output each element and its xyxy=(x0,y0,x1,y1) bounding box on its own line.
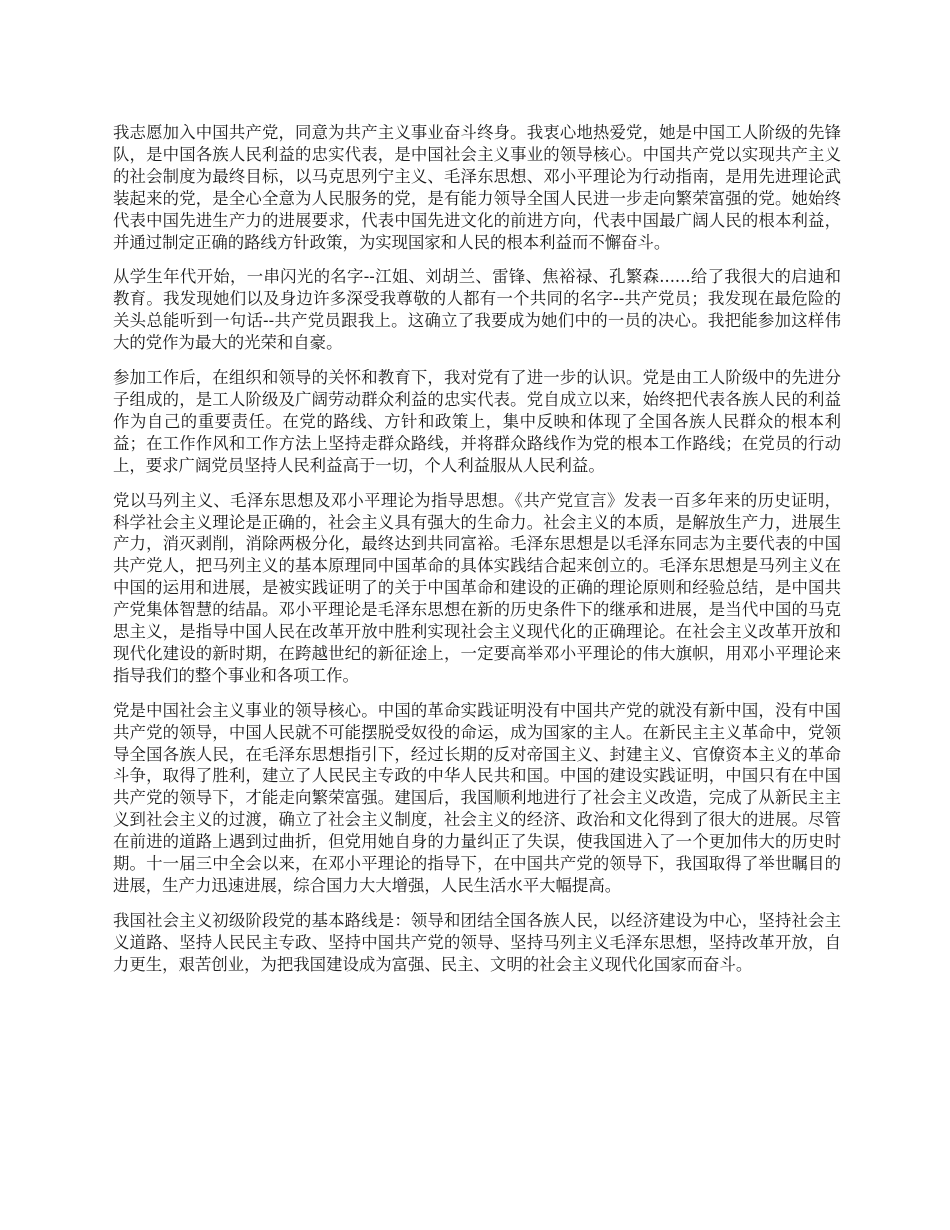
paragraph-3: 参加工作后，在组织和领导的关怀和教育下，我对党有了进一步的认识。党是由工人阶级中的先进分子组成的，是工人阶级及广阔劳动群众利益的忠实代表。党自成立以来，始终把代表各族人民的利益作为自己的重要责任。在党的路线、方针和政策上，集中反映和体现了全国各族人民群众的根本利益；在工作作风和工作方法上坚持走群众路线，并将群众路线作为党的根本工作路线；在党员的行动上，要求广阔党员坚持人民利益高于一切，个人利益服从人民利益。 xyxy=(113,368,841,475)
paragraph-4: 党以马列主义、毛泽东思想及邓小平理论为指导思想。《共产党宣言》发表一百多年来的历史证明，科学社会主义理论是正确的，社会主义具有强大的生命力。社会主义的本质，是解放生产力，进展生产力，消灭剥削，消除两极分化，最终达到共同富裕。毛泽东思想是以毛泽东同志为主要代表的中国共产党人，把马列主义的基本原理同中国革命的具体实践结合起来创立的。毛泽东思想是马列主义在中国的运用和进展，是被实践证明了的关于中国革命和建设的正确的理论原则和经验总结，是中国共产党集体智慧的结晶。邓小平理论是毛泽东思想在新的历史条件下的继承和进展，是当代中国的马克思主义，是指导中国人民在改革开放中胜利实现社会主义现代化的正确理论。在社会主义改革开放和现代化建设的新时期，在跨越世纪的新征途上，一定要高举邓小平理论的伟大旗帜，用邓小平理论来指导我们的整个事业和各项工作。 xyxy=(113,490,841,685)
paragraph-6: 我国社会主义初级阶段党的基本路线是：领导和团结全国各族人民，以经济建设为中心，坚持社会主义道路、坚持人民民主专政、坚持中国共产党的领导、坚持马列主义毛泽东思想，坚持改革开放，自力更生，艰苦创业，为把我国建设成为富强、民主、文明的社会主义现代化国家而奋斗。 xyxy=(113,910,841,974)
paragraph-5: 党是中国社会主义事业的领导核心。中国的革命实践证明没有中国共产党的就没有新中国，没有中国共产党的领导，中国人民就不可能摆脱受奴役的命运，成为国家的主人。在新民主主义革命中，党领导全国各族人民，在毛泽东思想指引下，经过长期的反对帝国主义、封建主义、官僚资本主义的革命斗争，取得了胜利，建立了人民民主专政的中华人民共和国。中国的建设实践证明，中国只有在中国共产党的领导下，才能走向繁荣富强。建国后，我国顺利地进行了社会主义改造，完成了从新民主主义到社会主义的过渡，确立了社会主义制度，社会主义的经济、政治和文化得到了很大的进展。尽管在前进的道路上遇到过曲折，但党用她自身的力量纠正了失误，使我国进入了一个更加伟大的历史时期。十一届三中全会以来，在邓小平理论的指导下，在中国共产党的领导下，我国取得了举世瞩目的进展，生产力迅速进展，综合国力大大增强，人民生活水平大幅提高。 xyxy=(113,700,841,895)
document-body xyxy=(113,122,841,989)
paragraph-2: 从学生年代开始，一串闪光的名字--江姐、刘胡兰、雷锋、焦裕禄、孔繁森......给了我很大的启迪和教育。我发现她们以及身边许多深受我尊敬的人都有一个共同的名字--共产党员；我发现在最危险的关头总能听到一句话--共产党员跟我上。这确立了我要成为她们中的一员的决心。我把能参加这样伟大的党作为最大的光荣和自豪。 xyxy=(113,267,841,353)
paragraph-1: 我志愿加入中国共产党，同意为共产主义事业奋斗终身。我衷心地热爱党，她是中国工人阶级的先锋队，是中国各族人民利益的忠实代表，是中国社会主义事业的领导核心。中国共产党以实现共产主义的社会制度为最终目标，以马克思列宁主义、毛泽东思想、邓小平理论为行动指南，是用先进理论武装起来的党，是全心全意为人民服务的党，是有能力领导全国人民进一步走向繁荣富强的党。她始终代表中国先进生产力的进展要求，代表中国先进文化的前进方向，代表中国最广阔人民的根本利益，并通过制定正确的路线方针政策，为实现国家和人民的根本利益而不懈奋斗。 xyxy=(113,123,841,252)
